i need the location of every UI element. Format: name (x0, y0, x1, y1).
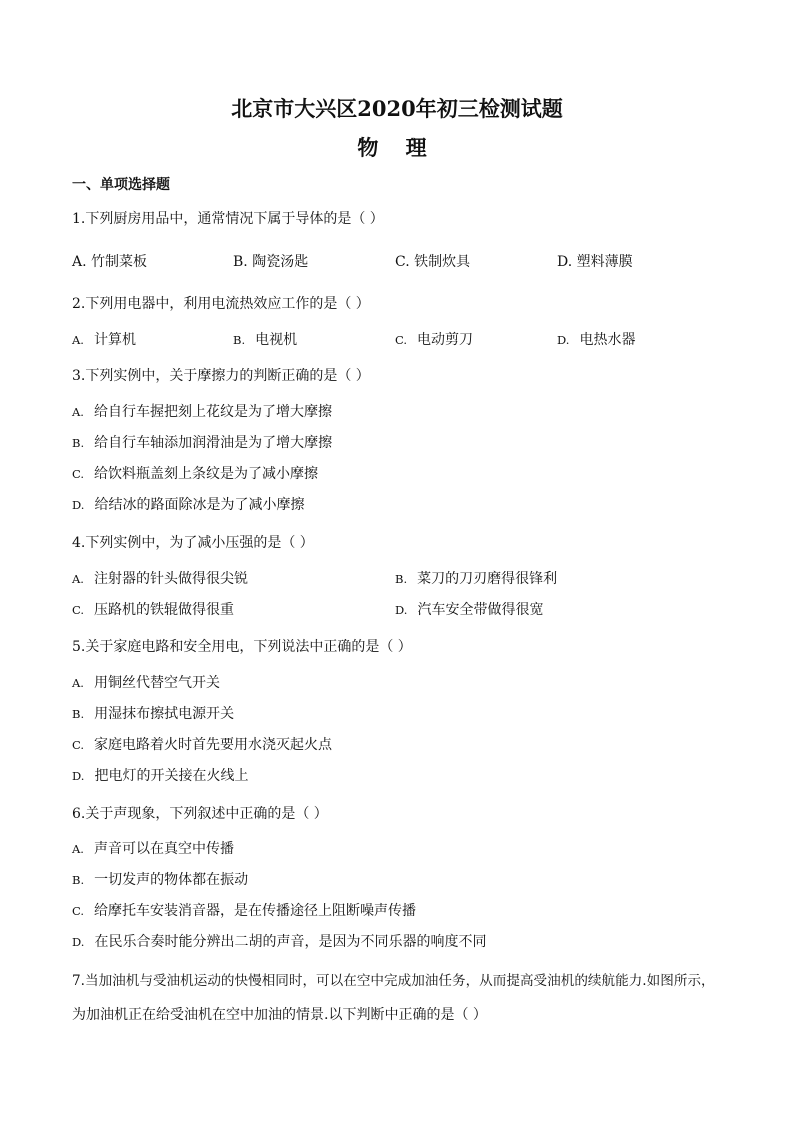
option-letter: D. (72, 769, 85, 783)
q5-option-c (72, 734, 332, 754)
q6-option-c (72, 900, 416, 920)
question-7-stem-continued: 为加油机正在给受油机在空中加油的情景.以下判断中正确的是（ ） (72, 1007, 487, 1023)
question-7-stem: 7.当加油机与受油机运动的快慢相同时，可以在空中完成加油任务，从而提高受油机的续航能力.如图所示， (72, 973, 715, 989)
option-text: 给饮料瓶盖刻上条纹是为了减小摩擦 (94, 466, 319, 482)
option-text: 用铜丝代替空气开关 (93, 675, 220, 691)
question-6-stem: 6.关于声现象，下列叙述中正确的是（ ） (72, 806, 328, 822)
exam-title: 北京市大兴区2020年初三检测试题 (231, 96, 563, 121)
q1-option-a: A. 竹制菜板 (72, 254, 148, 270)
question-2-stem: 2.下列用电器中，利用电流热效应工作的是（ ） (72, 296, 370, 312)
q2-option-d (557, 329, 635, 349)
option-text: 菜刀的刀刃磨得很锋利 (417, 571, 558, 587)
q2-option-c (395, 329, 473, 349)
q4-option-b (395, 568, 557, 588)
option-letter: C. (395, 333, 408, 347)
option-letter: B. (72, 873, 85, 887)
q3-option-b (72, 432, 332, 452)
option-letter: D. (72, 498, 85, 512)
question-1-stem: 1.下列厨房用品中，通常情况下属于导体的是（ ） (72, 211, 384, 227)
option-text: 给结冰的路面除冰是为了减小摩擦 (94, 497, 305, 513)
option-letter: A. (72, 676, 84, 690)
q1-option-c: C. 铁制炊具 (395, 254, 471, 270)
option-letter: D. (395, 603, 408, 617)
subject-title: 物 理 (357, 135, 437, 160)
option-letter: D. (557, 333, 570, 347)
option-text: 给摩托车安装消音器，是在传播途径上阻断噪声传播 (94, 903, 417, 919)
option-letter: D. (72, 935, 85, 949)
q2-option-a (72, 329, 136, 349)
q1-option-d: D. 塑料薄膜 (557, 254, 633, 270)
option-text: 注射器的针头做得很尖锐 (93, 571, 248, 587)
option-letter: A. (72, 842, 84, 856)
q1-option-b: B. 陶瓷汤匙 (233, 254, 309, 270)
option-text: 压路机的铁辊做得很重 (94, 602, 235, 618)
question-3-stem: 3.下列实例中，关于摩擦力的判断正确的是（ ） (72, 368, 370, 384)
q6-option-b (72, 869, 248, 889)
q6-option-d (72, 931, 486, 951)
q2-option-b (233, 329, 297, 349)
option-text: 在民乐合奏时能分辨出二胡的声音，是因为不同乐器的响度不同 (94, 934, 487, 950)
q5-option-a (72, 672, 220, 692)
q5-option-d (72, 765, 248, 785)
q4-option-d (395, 599, 543, 619)
option-letter: A. (72, 572, 84, 586)
option-letter: B. (72, 707, 85, 721)
option-text: 电动剪刀 (417, 332, 474, 348)
option-text: 计算机 (93, 332, 136, 348)
option-text: 一切发声的物体都在振动 (94, 872, 249, 888)
option-letter: C. (72, 467, 85, 481)
option-letter: A. (72, 333, 84, 347)
question-5-stem: 5.关于家庭电路和安全用电，下列说法中正确的是（ ） (72, 639, 412, 655)
q4-option-a (72, 568, 248, 588)
question-4-stem: 4.下列实例中，为了减小压强的是（ ） (72, 535, 314, 551)
option-text: 汽车安全带做得很宽 (417, 602, 544, 618)
q3-option-c (72, 463, 318, 483)
option-letter: A. (72, 405, 84, 419)
option-text: 声音可以在真空中传播 (93, 841, 234, 857)
option-letter: B. (233, 333, 246, 347)
option-text: 电视机 (255, 332, 298, 348)
option-letter: B. (72, 436, 85, 450)
q3-option-a (72, 401, 332, 421)
option-text: 用湿抹布擦拭电源开关 (94, 706, 235, 722)
option-letter: C. (72, 904, 85, 918)
option-text: 给自行车握把刻上花纹是为了增大摩擦 (93, 404, 332, 420)
option-text: 家庭电路着火时首先要用水浇灭起火点 (94, 737, 333, 753)
q6-option-a (72, 838, 234, 858)
q5-option-b (72, 703, 234, 723)
option-letter: C. (72, 603, 85, 617)
option-text: 电热水器 (579, 332, 636, 348)
q3-option-d (72, 494, 304, 514)
option-text: 给自行车轴添加润滑油是为了增大摩擦 (94, 435, 333, 451)
option-letter: B. (395, 572, 408, 586)
q4-option-c (72, 599, 234, 619)
option-letter: C. (72, 738, 85, 752)
section-heading: 一、单项选择题 (72, 177, 170, 193)
option-text: 把电灯的开关接在火线上 (94, 768, 249, 784)
